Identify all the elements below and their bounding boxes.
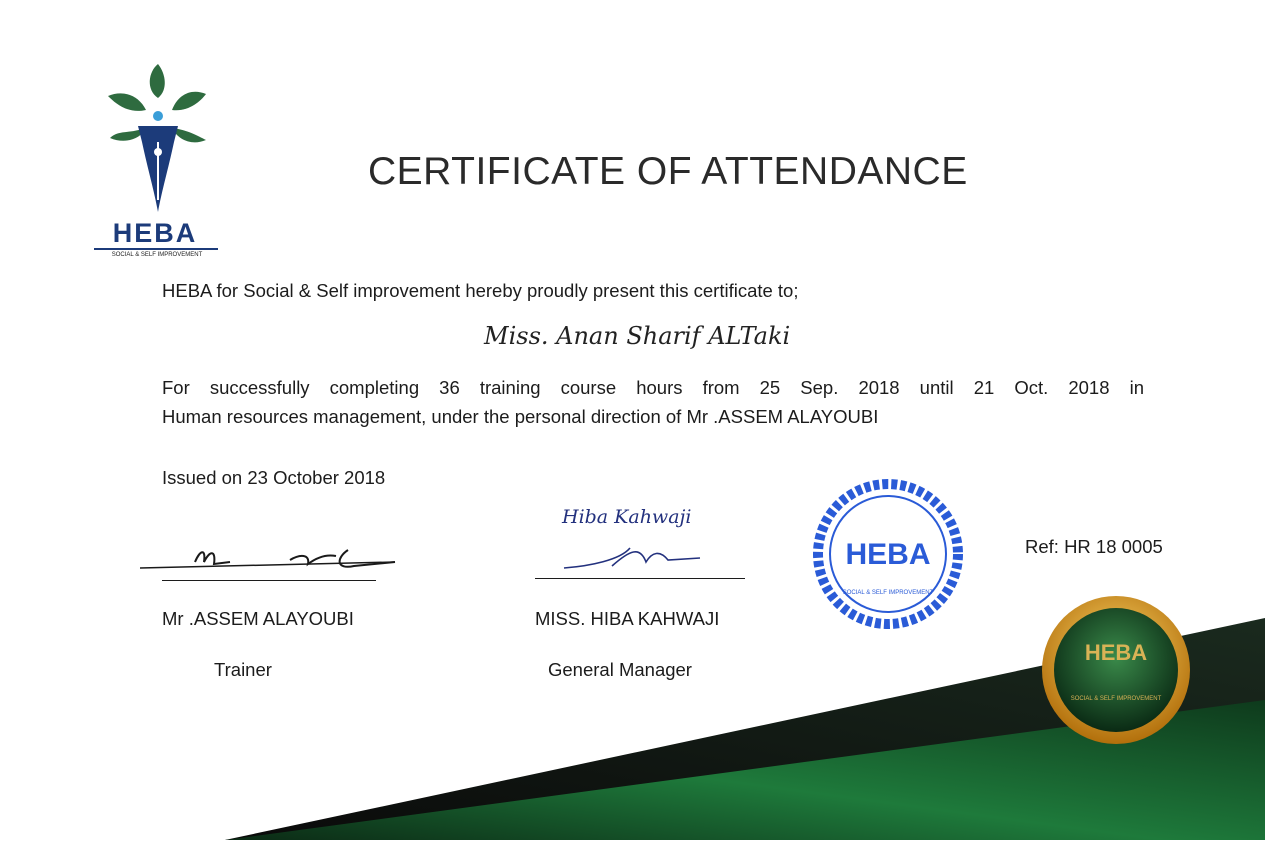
manager-signature-icon (560, 540, 720, 574)
logo-wordmark: HEBA (112, 218, 198, 248)
manager-signature-line (535, 578, 745, 579)
trainer-name: Mr .ASSEM ALAYOUBI (162, 608, 354, 629)
body-line-1: For successfully completing 36 training course hours from 25 Sep. 2018 until 21 Oct. 2018 in (162, 377, 1144, 398)
intro-text: HEBA for Social & Self improvement hereby proudly present this certificate to; (162, 280, 799, 301)
seal-ring-text: SOCIAL & SELF IMPROVEMENT (1070, 696, 1162, 702)
seal-label: HEBA (1084, 640, 1148, 665)
trainer-signature-line (162, 580, 376, 581)
recipient-name: Miss. Anan Sharif ALTaki (484, 322, 791, 350)
manager-handwritten-name: Hiba Kahwaji (562, 506, 692, 528)
manager-role: General Manager (548, 659, 692, 680)
body-line-2: Human resources management, under the personal direction of Mr .ASSEM ALAYOUBI (162, 406, 879, 427)
logo-divider (94, 248, 218, 250)
reference-number: Ref: HR 18 0005 (1025, 536, 1163, 557)
trainer-signature-icon (140, 540, 400, 580)
issued-date: Issued on 23 October 2018 (162, 467, 386, 488)
manager-name: MISS. HIBA KAHWAJI (535, 608, 720, 629)
logo-tagline: SOCIAL & SELF IMPROVEMENT (111, 252, 203, 258)
trainer-role: Trainer (214, 659, 272, 680)
stamp-ring-text: SOCIAL & SELF IMPROVEMENT (842, 590, 934, 596)
certificate-title: CERTIFICATE OF ATTENDANCE (368, 150, 968, 193)
stamp-label: HEBA (845, 538, 931, 571)
heba-gold-seal-icon (1036, 590, 1196, 750)
heba-stamp-icon (798, 474, 978, 634)
